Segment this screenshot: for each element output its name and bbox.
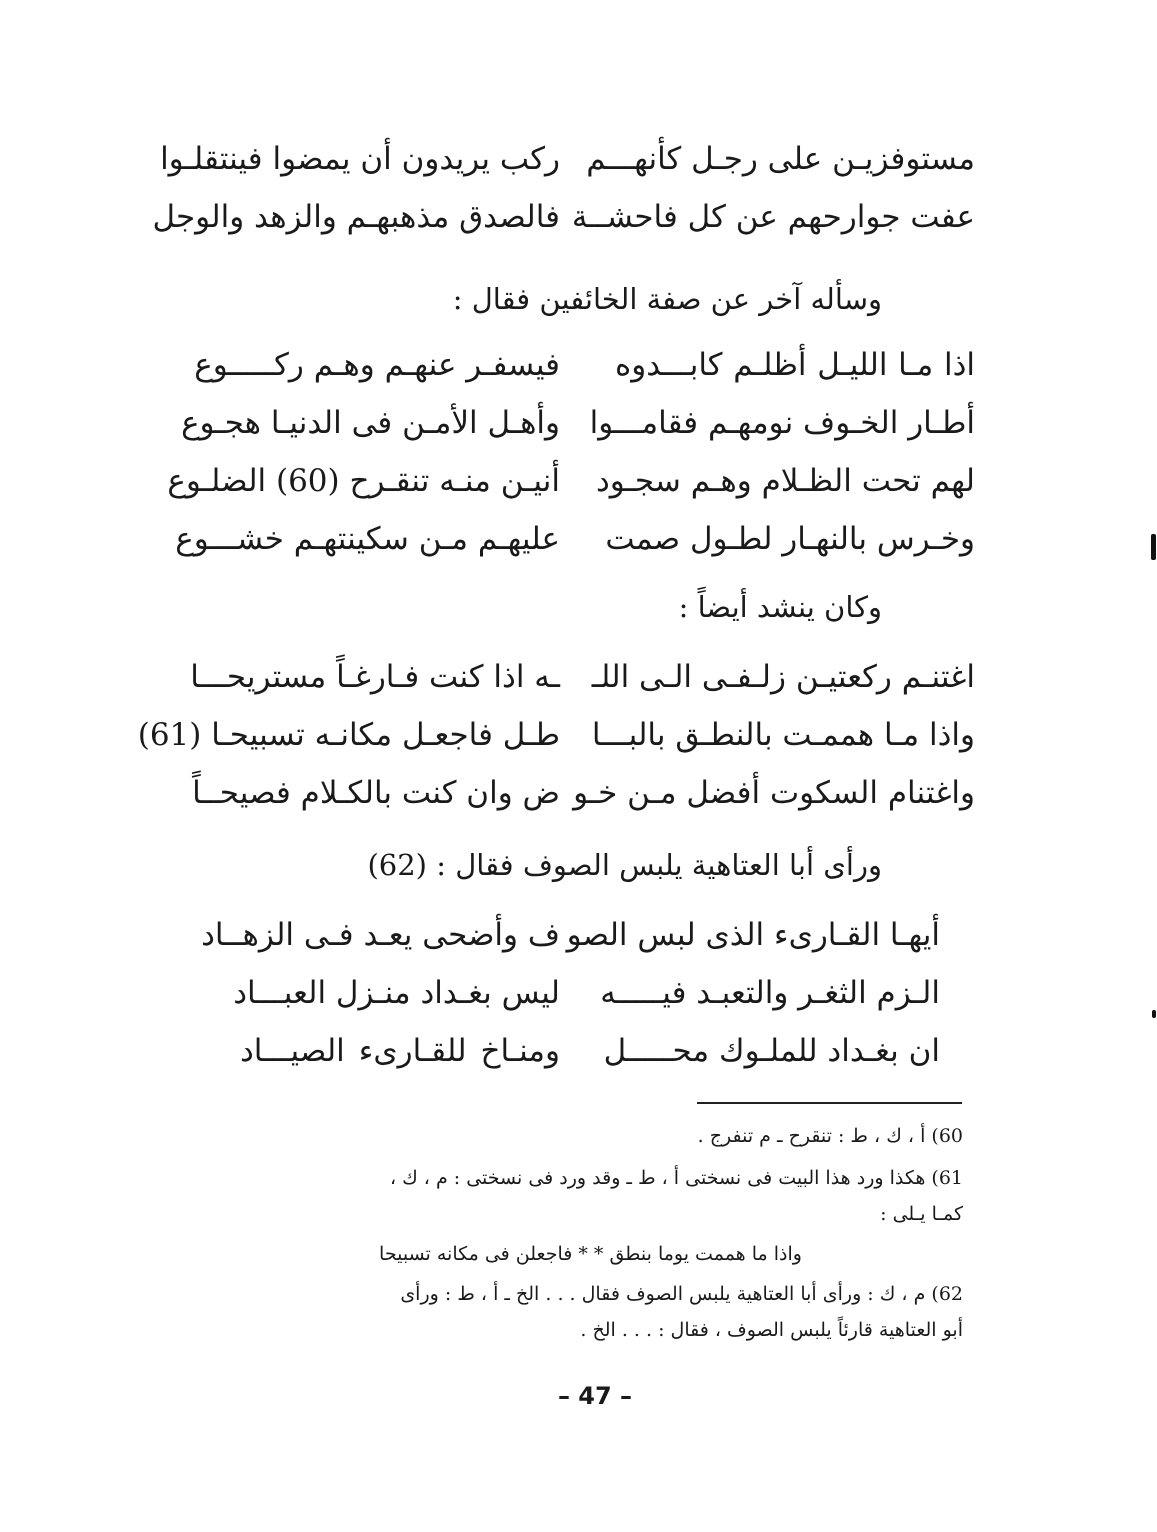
footnote-separator (697, 1102, 962, 1104)
footnotes (218, 1118, 963, 1348)
hemistich-right: واذا مـا هممـت بالنطـق بالبـــا (591, 717, 975, 753)
footnote-61-continuation: كمـا يـلى : (880, 1203, 963, 1225)
verse-line (175, 510, 975, 568)
intro-text: وكان ينشد أيضاً : (678, 590, 882, 624)
footnote-verse-left: فاجعلن فى مكانه تسبيحا (379, 1243, 573, 1265)
verse-line (233, 964, 940, 1022)
scan-artifact (1151, 534, 1156, 560)
page-number: – 47 – (557, 1382, 633, 1410)
scan-artifact (1152, 1010, 1156, 1018)
hemistich-left: ركب يريدون أن يمضوا فينتقلـوا (160, 141, 560, 177)
poem-3 (137, 648, 975, 822)
hemistich-right: اذا مـا الليـل أظلـم كابـــدوه (615, 347, 975, 383)
intro-text: وسأله آخر عن صفة الخائفين فقال : (452, 282, 882, 316)
hemistich-left: أنيـن منـه تنقـرح (60) الضلـوع (167, 463, 560, 499)
verse-line (160, 130, 975, 188)
poem-1 (152, 130, 975, 246)
hemistich-right: أيهـا القـارىء الذى لبس الصو (566, 917, 940, 953)
hemistich-left: ض وان كنت بالكـلام فصيحــاً (192, 775, 560, 811)
verse-line (152, 188, 975, 246)
footnote-61: 61) هكذا ورد هذا البيت فى نسختى أ ، ط ـ وقد ورد فى نسختى : م ، ك ، (389, 1167, 963, 1189)
hemistich-right: أطـار الخـوف نومهـم فقامـــوا (589, 405, 975, 441)
hemistich-right: الـزم الثغـر والتعبـد فيـــــه (600, 975, 940, 1011)
footnote-62-continuation: أبو العتاهية قارئاً يلبس الصوف ، فقال : . . . الخ . (580, 1319, 963, 1341)
verse-line (167, 452, 975, 510)
verse-line (194, 336, 975, 394)
verse-line (201, 906, 940, 964)
verse-line (192, 764, 975, 822)
footnote-62: 62) م ، ك : ورأى أبا العتاهية يلبس الصوف فقال . . . الخ ـ أ ، ط : ورأى (400, 1283, 963, 1305)
hemistich-right: لهم تحت الظـلام وهـم سجـود (595, 463, 975, 499)
verse-separator: * * (578, 1243, 604, 1265)
hemistich-right: مستوفزيـن على رجـل كأنهـــم (586, 141, 975, 177)
hemistich-left: ـه اذا كنت فـارغـاً مستريحـــا (190, 659, 560, 695)
hemistich-right: ان بغـداد للملـوك محـــــل (603, 1033, 940, 1069)
verse-line (240, 1022, 940, 1080)
hemistich-right: عفت جوارحهم عن كل فاحشــة (571, 199, 975, 235)
poem-4 (201, 906, 940, 1080)
intro-text: ورأى أبا العتاهية يلبس الصوف فقال : (62) (367, 848, 882, 882)
footnote-61-verse (218, 1232, 963, 1276)
verse-line (181, 394, 975, 452)
hemistich-right: وخـرس بالنهـار لطـول صمت (605, 521, 975, 557)
hemistich-left: عليهـم مـن سكينتهـم خشـــوع (175, 521, 560, 557)
hemistich-left: ف وأضحى يعـد فـى الزهــاد (201, 917, 560, 953)
hemistich-left: فيسفـر عنهـم وهـم ركـــــوع (194, 347, 560, 383)
hemistich-left: ومنـاخ للقـارىء الصيـــاد (240, 1033, 560, 1069)
footnote-verse-right: واذا ما هممت يوما بنطق (609, 1243, 802, 1265)
hemistich-left: فالصدق مذهبهـم والزهد والوجل (152, 199, 560, 235)
hemistich-left: طـل فاجعـل مكانـه تسبيحـا (61) (137, 717, 560, 753)
hemistich-right: واغتنام السكوت أفضل مـن خـو (573, 775, 975, 811)
hemistich-left: وأهـل الأمـن فى الدنيـا هجـوع (181, 405, 560, 441)
poem-2 (167, 336, 975, 568)
hemistich-right: اغتنـم ركعتيـن زلـفـى الـى اللـ (591, 659, 975, 695)
hemistich-left: ليس بغـداد منـزل العبـــاد (233, 975, 560, 1011)
verse-line (190, 648, 975, 706)
footnote-60: 60) أ ، ك ، ط : تنقرح ـ م تنفرج . (697, 1125, 963, 1147)
verse-line (137, 706, 975, 764)
